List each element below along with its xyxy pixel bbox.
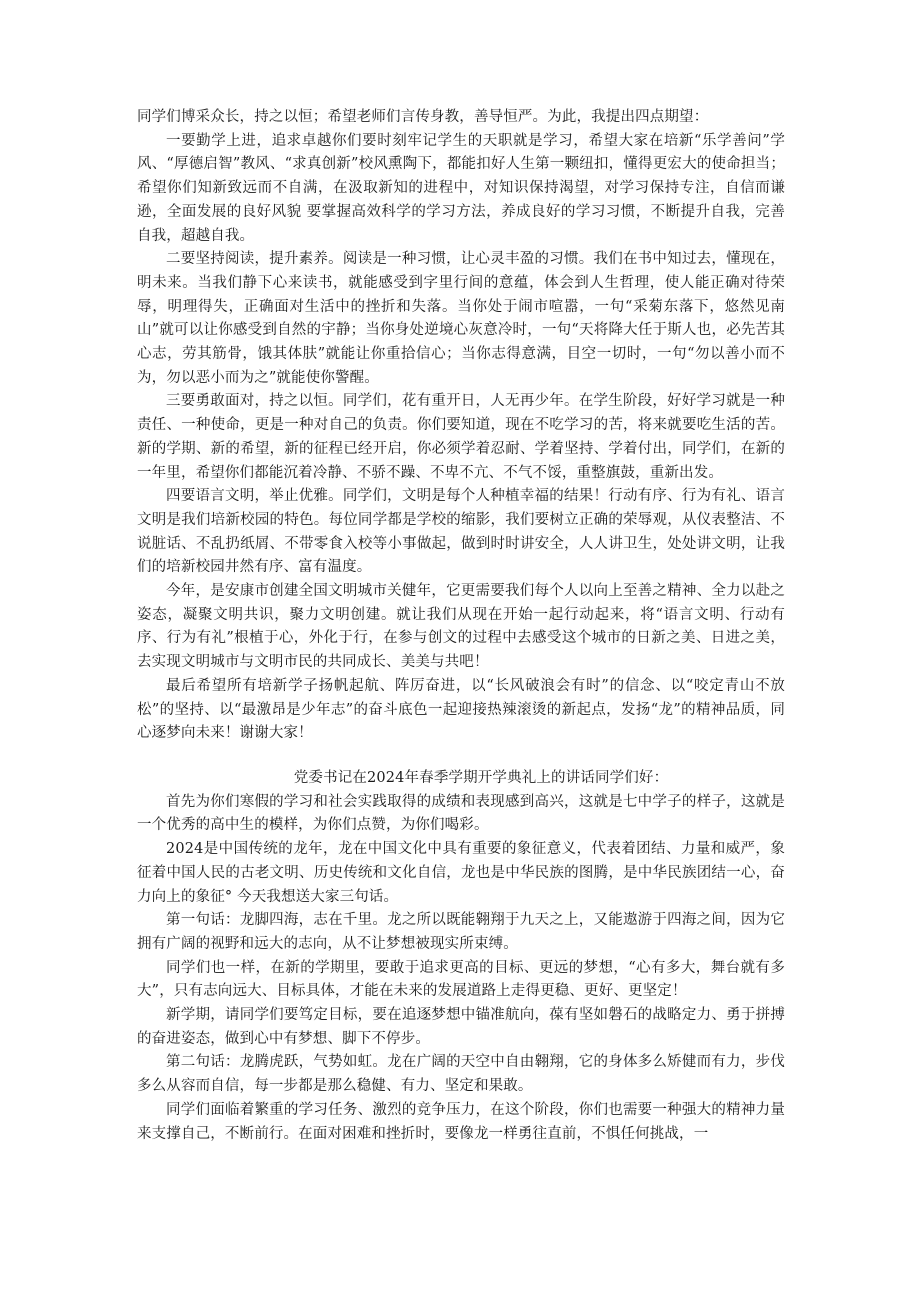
document-page [137, 106, 785, 1146]
speech-paragraph-1: 首先为你们寒假的学习和社会实践取得的成绩和表现感到高兴，这就是七中学子的样子，这就是一个优秀的高中生的模样，为你们点赞，为你们喝彩。 [137, 793, 785, 834]
speech-paragraph-5: 新学期，请同学们要笃定目标，要在追逐梦想中锚准航向，葆有坚如磐石的战略定力、勇于拼搏的奋进姿态，做到心中有梦想、脚下不停步。 [137, 1007, 785, 1047]
closing-wish-paragraph: 最后希望所有培新学子扬帆起航、阵厉奋进，以“长风破浪会有时”的信念、以“咬定青山不放松”的坚持、以“最激昂是少年志”的奋斗底色一起迎接热辣滚烫的新起点，发扬“龙”的精神品质，同心逐梦向未来！谢谢大家！ [137, 677, 785, 742]
expectation-1-paragraph: 一要勤学上进，追求卓越你们要时刻牢记学生的天职就是学习，希望大家在培新“乐学善问”学风、“厚德启智”教风、“求真创新”校风熏陶下，都能扣好人生第一颗纽扣，懂得更宏大的使命担当；希望你们知新致远而不自满，在汲取新知的进程中，对知识保持渴望，对学习保持专注，自信而谦逊，全面发展的良好风貌 要掌握高效科学的学习方法，养成良好的学习习惯，不断提升自我，完善自我，超越自我。 [137, 132, 785, 244]
speech-paragraph-4: 同学们也一样，在新的学期里，要敢于追求更高的目标、更远的梦想，“心有多大，舞台就有多大”，只有志向远大、目标具体，才能在未来的发展道路上走得更稳、更好、更坚定！ [137, 959, 785, 1000]
expectation-3-paragraph: 三要勇敢面对，持之以恒。同学们，花有重开日，人无再少年。在学生阶段，好好学习就是一种责任、一种使命，更是一种对自己的负责。你们要知道，现在不吃学习的苦，将来就要吃生活的苦。新的学期、新的希望，新的征程已经开启，你必须学着忍耐、学着坚持、学着付出，同学们，在新的一年里，希望你们都能沉着冷静、不骄不躁、不卑不亢、不气不馁，重整旗鼓，重新出发。 [137, 393, 785, 481]
speech-paragraph-2: 2024是中国传统的龙年，龙在中国文化中具有重要的象征意义，代表着团结、力量和威严，象征着中国人民的古老文明、历史传统和文化自信，龙也是中华民族的图腾，是中华民族团结一心，奋力向上的象征° 今天我想送大家三句话。 [137, 841, 785, 905]
speech-paragraph-6: 第二句话：龙腾虎跃，气势如虹。龙在广阔的天空中自由翱翔，它的身体多么矫健而有力，步伐多么从容而自信，每一步都是那么稳健、有力、坚定和果敢。 [137, 1054, 785, 1095]
speech-paragraph-3: 第一句话：龙脚四海，志在千里。龙之所以既能翱翔于九天之上，又能遨游于四海之间，因为它拥有广阔的视野和远大的志向，从不让梦想被现实所束缚。 [137, 912, 785, 952]
civilized-city-paragraph: 今年，是安康市创建全国文明城市关健年，它更需要我们每个人以向上至善之精神、全力以赴之姿态，凝聚文明共识，聚力文明创建。就让我们从现在开始一起行动起来，将“语言文明、行动有序、行为有礼”根植于心，外化于行，在参与创文的过程中去感受这个城市的日新之美、日进之美，去实现文明城市与文明市民的共同成长、美美与共吧！ [137, 583, 785, 671]
speech-title: 党委书记在2024年春季学期开学典礼上的讲话同学们好： [293, 769, 669, 786]
speech-paragraph-7: 同学们面临着繁重的学习任务、激烈的竞争压力，在这个阶段，你们也需要一种强大的精神力量来支撑自己，不断前行。在面对困难和挫折时，要像龙一样勇往直前，不惧任何挑战，一 [137, 1101, 785, 1142]
expectation-4-paragraph: 四要语言文明，举止优雅。同学们，文明是每个人种植幸福的结果！行动有序、行为有礼、语言文明是我们培新校园的特色。每位同学都是学校的缩影，我们要树立正确的荣辱观，从仪表整洁、不说脏话、不乱扔纸屑、不带零食入校等小事做起，做到时时讲安全，人人讲卫生，处处讲文明，让我们的培新校园井然有序、富有温度。 [137, 488, 785, 576]
closing-intro-paragraph: 同学们博采众长，持之以恒；希望老师们言传身教，善导恒严。为此，我提出四点期望： [137, 109, 709, 125]
expectation-2-paragraph: 二要坚持阅读，提升素养。阅读是一种习惯，让心灵丰盈的习惯。我们在书中知过去，懂现在，明未来。当我们静下心来读书，就能感受到字里行间的意蕴，体会到人生哲理，使人能正确对待荣辱，明理得失，正确面对生活中的挫折和失落。当你处于闹市喧嚣，一句“采菊东落下，悠然见南山”就可以让你感受到自然的宇静；当你身处逆境心灰意冷时，一句“天将降大任于斯人也，必先苦其心志，劳其筋骨，饿其体肤”就能让你重拾信心；当你志得意满，目空一切时，一句“勿以善小而不为，勿以恶小而为之”就能使你警醒。 [137, 251, 785, 386]
